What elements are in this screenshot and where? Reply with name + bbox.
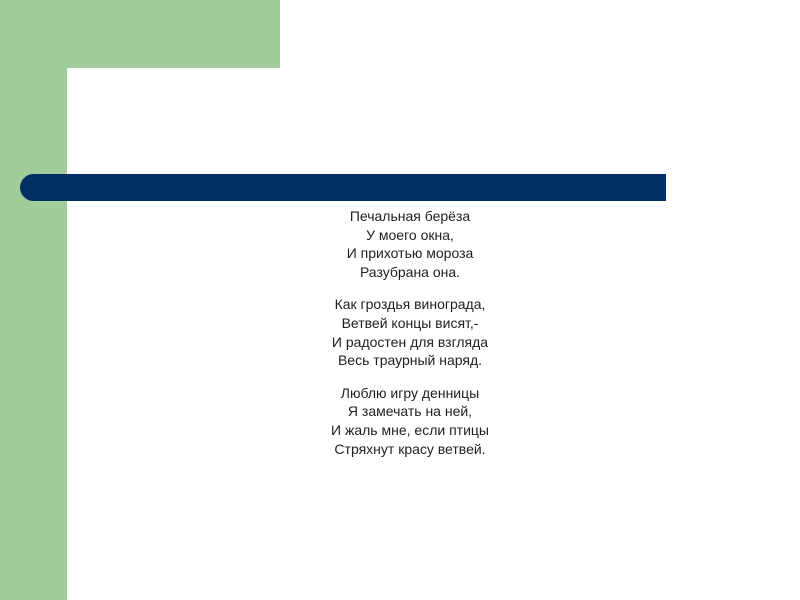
stanza-1 (260, 207, 560, 281)
green-side-band (0, 0, 67, 600)
poem-line: Разубрана она. (359, 263, 461, 280)
poem-line: Весь траурный наряд. (337, 352, 483, 369)
stanza-2 (260, 295, 560, 369)
poem-text (260, 207, 560, 472)
poem-line: И жаль мне, если птицы (331, 421, 489, 438)
poem-line: И прихотью мороза (346, 245, 474, 262)
poem-line: Как гроздья винограда, (334, 296, 486, 313)
green-top-band (0, 0, 280, 68)
poem-line: И радостен для взгляда (331, 333, 489, 350)
poem-line: Ветвей концы висят,- (341, 314, 479, 331)
poem-line: У моего окна, (366, 226, 454, 243)
poem-line: Люблю игру денницы (340, 384, 480, 401)
poem-line: Печальная берёза (349, 208, 471, 224)
stanza-3 (260, 384, 560, 458)
poem-line: Стряхнут красу ветвей. (334, 440, 486, 457)
title-bar (20, 174, 666, 201)
poem-line: Я замечать на ней, (347, 403, 473, 420)
